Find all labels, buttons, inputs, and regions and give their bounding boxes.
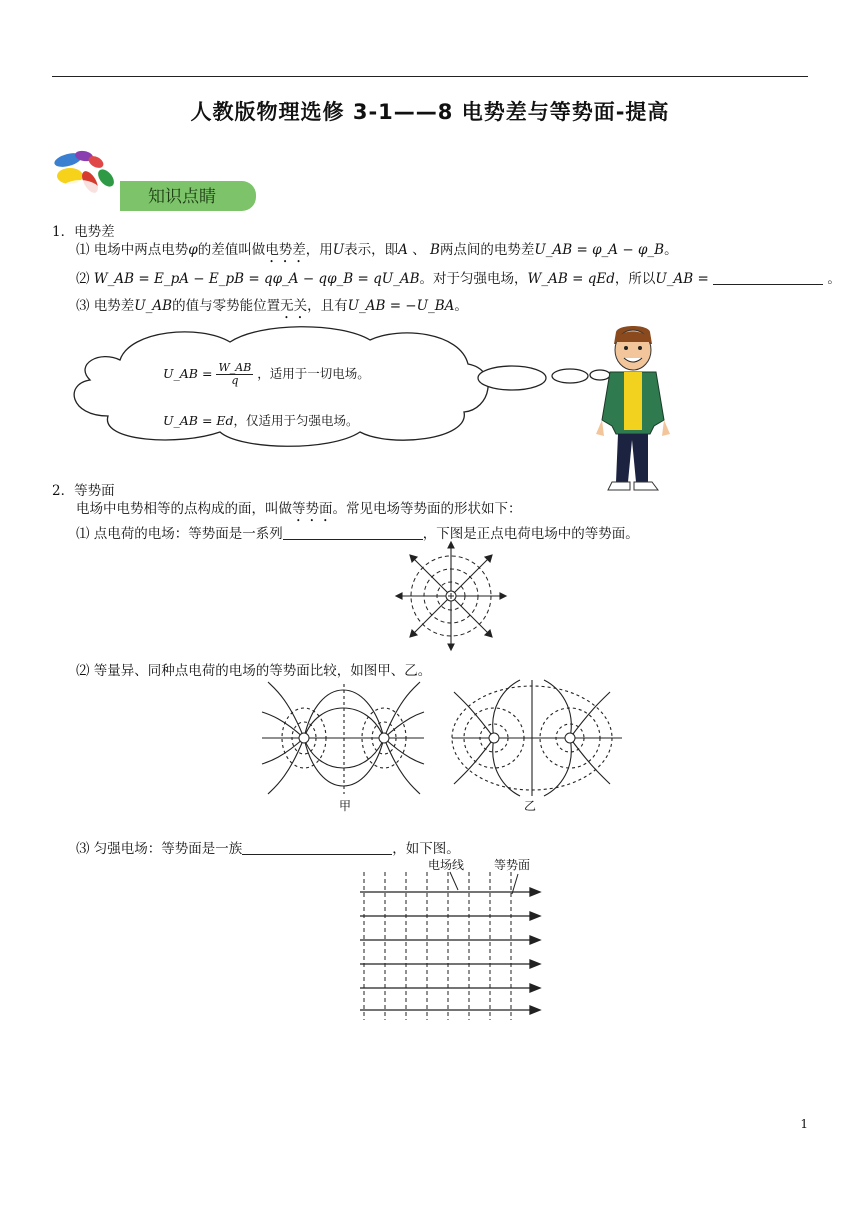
thought-cloud <box>60 320 620 460</box>
cartoon-teacher-icon <box>588 322 678 494</box>
label-equipotential: 等势面 <box>494 858 531 872</box>
answer-blank-2[interactable] <box>283 525 423 540</box>
page-title: 人教版物理选修 3-1——8 电势差与等势面-提高 <box>190 100 670 124</box>
answer-blank-1[interactable] <box>713 270 823 285</box>
header-rule <box>52 76 808 77</box>
section2-item1: ⑴ 点电荷的电场：等势面是一系列 ，下图是正点电荷电场中的等势面。 <box>76 526 639 542</box>
section-badge-label: 知识点睛 <box>148 187 216 207</box>
section2-heading: 2．等势面 <box>52 483 115 499</box>
label-yi: 乙 <box>524 799 537 813</box>
section1-item1: ⑴ 电场中两点电势φ的差值叫做电势差，用U表示，即A 、 B两点间的电势差U_AB = φ_A − φ_B。 <box>76 242 678 258</box>
petal-logo-icon <box>50 148 130 216</box>
section1-item3: ⑶ 电势差U_AB的值与零势能位置无关，且有U_AB = −U_BA。 <box>76 298 468 314</box>
point-charge-figure <box>394 540 508 652</box>
section1-item2: ⑵ W_AB = E_pA − E_pB = qφ_A − qφ_B = qU_AB。对于匀强电场，W_AB = qEd，所以U_AB = 。 <box>76 271 841 287</box>
page-number: 1 <box>800 1117 808 1131</box>
cloud-line-2: U_AB = Ed，仅适用于匀强电场。 <box>163 413 359 428</box>
formula-wab: W_AB = E_pA − E_pB = qφ_A − qφ_B = qU_AB <box>93 271 420 287</box>
section1-heading: 1．电势差 <box>52 224 115 240</box>
section2-item2: ⑵ 等量异、同种点电荷的电场的等势面比较，如图甲、乙。 <box>76 663 432 679</box>
figure-jia <box>262 682 424 794</box>
answer-blank-3[interactable] <box>242 840 392 855</box>
label-field-line: 电场线 <box>428 858 465 872</box>
formula-uab: U_AB = φ_A − φ_B <box>534 242 665 258</box>
figure-yi <box>452 680 622 796</box>
section2-item3: ⑶ 匀强电场：等势面是一族 ，如下图。 <box>76 841 460 857</box>
section2-intro: 电场中电势相等的点构成的面，叫做等势面。常见电场等势面的形状如下： <box>76 501 522 517</box>
uniform-field-figure <box>358 868 544 1024</box>
dipole-figures <box>258 678 626 810</box>
label-jia: 甲 <box>339 799 352 813</box>
cloud-line-1: U_AB = $\frac{W\_AB}{q}$ ，适用于一切电场。 <box>163 361 370 387</box>
